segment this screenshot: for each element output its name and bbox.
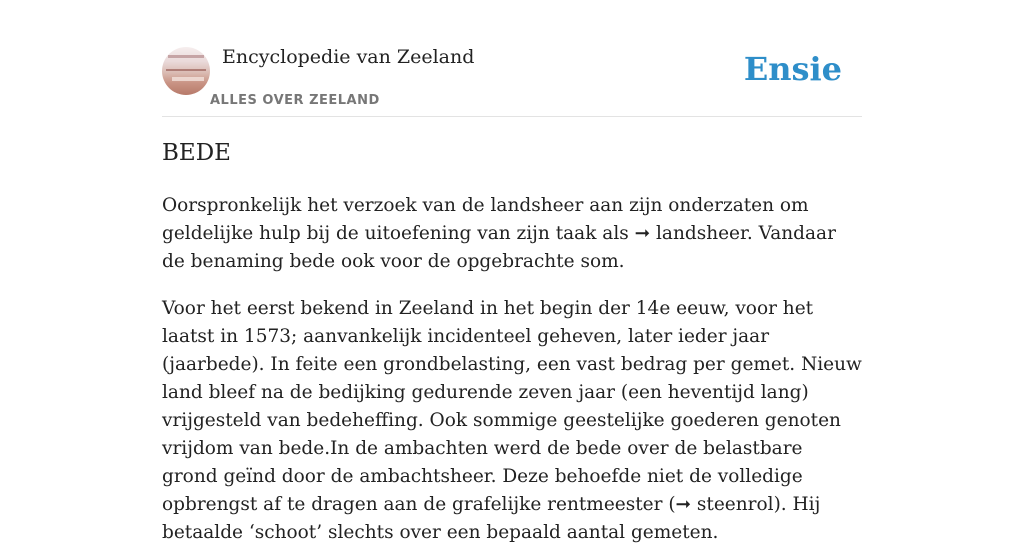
site-header	[162, 0, 862, 117]
avatar-image-detail	[166, 69, 206, 71]
page	[162, 0, 862, 543]
avatar-image-detail	[168, 55, 204, 58]
brand-logo-link[interactable]: Ensie	[743, 50, 842, 88]
page-title: BEDE	[162, 140, 231, 166]
site-title[interactable]: Encyclopedie van Zeeland	[222, 46, 475, 68]
site-avatar[interactable]	[162, 47, 210, 95]
site-subtitle: ALLES OVER ZEELAND	[210, 93, 380, 108]
avatar-image-detail	[172, 77, 204, 81]
article-paragraph: Voor het eerst bekend in Zeeland in het begin der 14e eeuw, voor het laatst in 1573; aanvankelijk incidenteel geheven, later ieder jaar (jaarbede). In feite een grondbelasting, een vast bedrag per gemet. Nieuw land bleef na de bedijking gedurende zeven jaar (een heventijd lang) vrijgesteld van bedeheffing. Ook sommige geestelijke goederen genoten vrijdom van bede.In de ambachten werd de bede over de belastbare grond geïnd door de ambachtsheer. Deze behoefde niet de volledige opbrengst af te dragen aan de grafelijke rentmeester (➞ steenrol). Hij betaalde ‘schoot’ slechts over een bepaald aantal gemeten.	[162, 298, 862, 543]
article-paragraph: Oorspronkelijk het verzoek van de landsheer aan zijn onderzaten om geldelijke hulp bij de uitoefening van zijn taak als ➞ landsheer. Vandaar de benaming bede ook voor de opgebrachte som.	[162, 195, 836, 272]
